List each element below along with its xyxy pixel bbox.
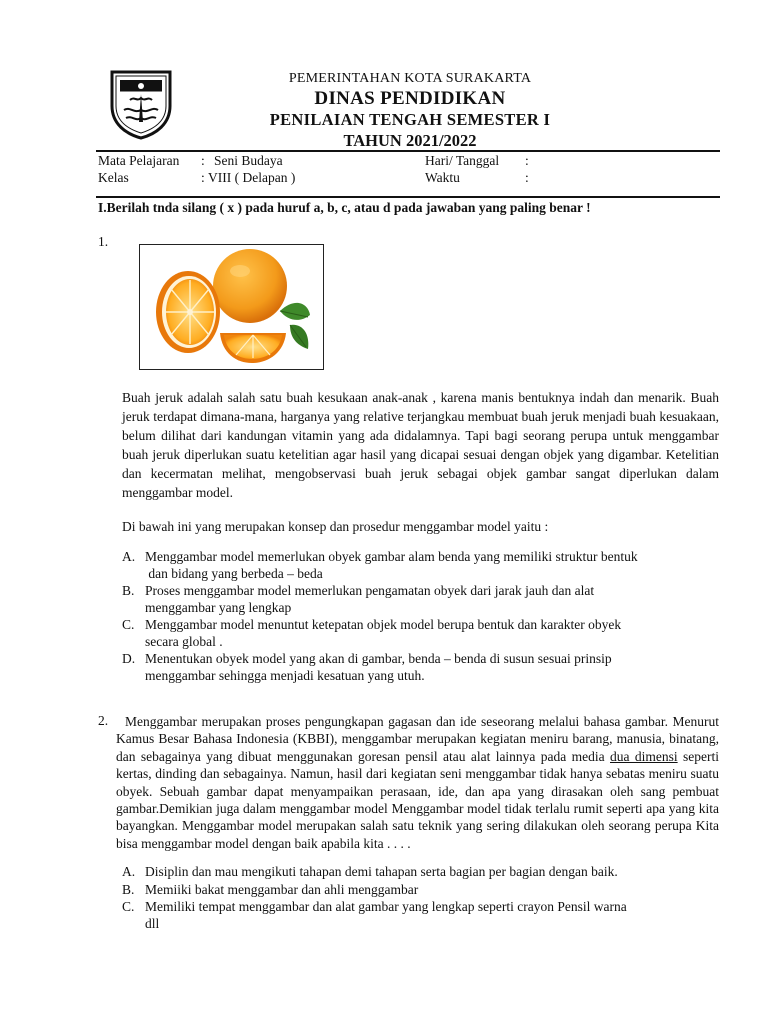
header-exam-title: PENILAIAN TENGAH SEMESTER I: [269, 110, 551, 129]
class-value: VIII ( Delapan ): [208, 170, 296, 185]
underlined-term: dua dimensi: [610, 748, 678, 764]
class-label: Kelas: [98, 170, 129, 185]
q1-option-d[interactable]: [122, 651, 719, 684]
option-letter: D.: [122, 651, 136, 666]
section-instruction: I.Berilah tnda silang ( x ) pada huruf a, b, c, atau d pada jawaban yang paling benar !: [98, 200, 591, 215]
time-separator: :: [525, 170, 529, 185]
q1-option-c[interactable]: [122, 617, 719, 650]
option-text: Memiiki bakat menggambar dan ahli menggambar: [145, 881, 419, 897]
header-government-name: PEMERINTAHAN KOTA SURAKARTA: [288, 71, 532, 86]
option-letter: A.: [122, 864, 136, 879]
question-1-number: 1.: [98, 234, 109, 249]
q1-option-b[interactable]: [122, 583, 719, 616]
header-school-year: TAHUN 2021/2022: [343, 131, 477, 150]
question-2-text-end: seperti kertas, dinding dan sebagainya. Namun, hasil dari kegiatan seni menggambar tidak hanya sebatas meniru suatu obyek. Sebuah gambar dapat menyampaikan perasaan, ide, dan apa yang dirasakan oleh sang pembuat gambar.Demikian juga dalam menggambar model Menggambar model tidak terlalu rumit seperti apa yang kita bayangkan. Menggambar model merupakan salah satu teknik yang sering dilakukan oleh seorang perupa Kita bisa menggambar model dengan baik apabila kita . . . .: [116, 748, 719, 851]
option-text: Menentukan obyek model yang akan di gambar, benda – benda di susun sesuai prinsip: [145, 651, 612, 666]
time-label: Waktu: [425, 170, 460, 185]
question-2-options: [122, 864, 719, 933]
option-text: Menggambar model memerlukan obyek gambar alam benda yang memiliki struktur bentuk: [145, 549, 638, 564]
day-date-label: Hari/ Tanggal: [425, 153, 500, 168]
option-letter: C.: [122, 899, 135, 914]
question-2-passage: [116, 713, 719, 852]
question-2-text-start: Menggambar merupakan proses pengungkapan gagasan dan ide seseorang melalui bahasa gambar. Menurut Kamus Besar Bahasa Indonesia (KBBI), menggambar merupakan kegiatan meniru barang, manusia, binatang, dan sebagainya yang dibuat menggunakan goresan pensil atau alat lainnya pada media: [116, 714, 719, 764]
option-text: Menggambar model menuntut ketepatan objek model berupa bentuk dan karakter obyek: [145, 617, 622, 632]
oranges-illustration: [140, 245, 323, 369]
option-letter: B.: [122, 583, 135, 598]
option-text: Disiplin dan mau mengikuti tahapan demi tahapan serta bagian per bagian dengan baik.: [145, 864, 618, 879]
class-separator: :: [201, 170, 205, 185]
question-1-passage: Buah jeruk adalah salah satu buah kesukaan anak-anak , karena manis bentuknya indah dan menarik. Buah jeruk terdapat dimana-mana, harganya yang relative terjangkau membuat buah jeruk menjadi buah kesuakaan, belum dilihat dari kandungan vitamin yang ada didalamnya. Tapi bagi seorang perupa untuk menggambar buah jeruk diperlukan suatu ketelitian agar hasil yang dicapai sesuai dengan objek yang digambar. Ketelitian dan kecermatan melihat, mengobservasi buah jeruk sebagai objek gambar sangat diperlukan dalam menggambar model.: [122, 390, 719, 500]
option-text-continued: dll: [145, 915, 160, 931]
orange-fruit-photo: [139, 244, 324, 370]
header-divider-top: [96, 150, 720, 152]
option-text-continued: menggambar yang lengkap: [145, 599, 292, 615]
q1-option-a[interactable]: [122, 549, 719, 582]
option-text-continued: menggambar sehingga menjadi kesatuan yang utuh.: [145, 667, 425, 683]
option-letter: A.: [122, 549, 136, 564]
q2-option-a[interactable]: [122, 864, 719, 881]
q2-option-b[interactable]: [122, 882, 719, 899]
surakarta-seal-logo: [106, 66, 176, 140]
question-2-number: 2.: [98, 713, 109, 728]
option-letter: C.: [122, 617, 135, 632]
question-1-prompt: Di bawah ini yang merupakan konsep dan prosedur menggambar model yaitu :: [122, 519, 549, 534]
header-divider-bottom: [96, 196, 720, 198]
option-text: Proses menggambar model memerlukan pengamatan obyek dari jarak jauh dan alat: [145, 583, 595, 598]
option-letter: B.: [122, 881, 135, 897]
header-department-name: DINAS PENDIDIKAN: [314, 88, 506, 109]
question-1-options: [122, 549, 719, 685]
option-text-continued: secara global .: [145, 633, 223, 649]
subject-label: Mata Pelajaran: [98, 153, 180, 168]
option-text-continued: dan bidang yang berbeda – beda: [145, 565, 323, 581]
option-text: Memiliki tempat menggambar dan alat gambar yang lengkap seperti crayon Pensil warna: [145, 899, 627, 914]
subject-separator: :: [201, 153, 205, 168]
day-date-separator: :: [525, 153, 529, 168]
subject-value: Seni Budaya: [214, 153, 283, 168]
q2-option-c[interactable]: [122, 899, 719, 932]
